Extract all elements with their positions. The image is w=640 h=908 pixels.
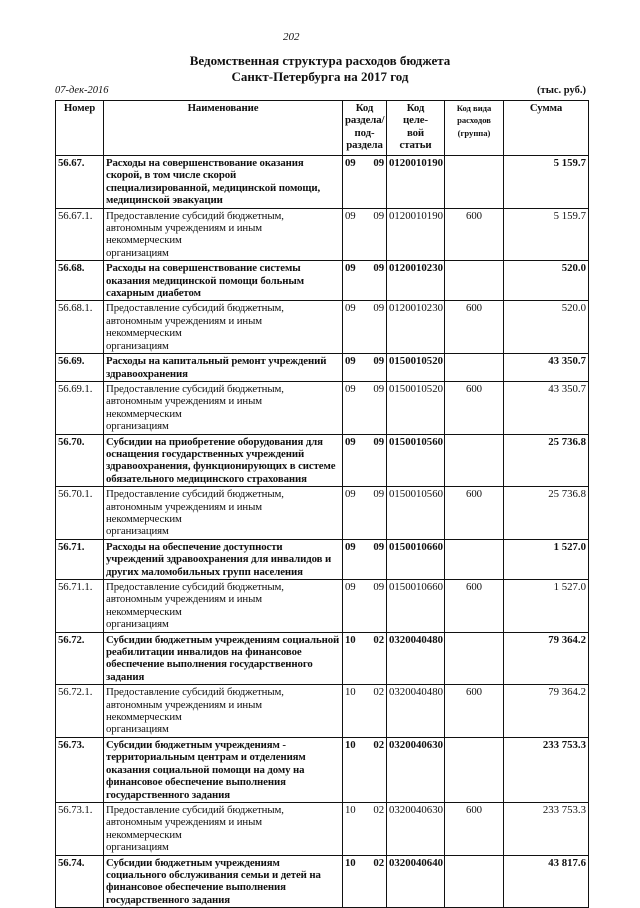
document-title (0, 53, 640, 85)
header-section-code: Код раздела/ под- раздела (343, 101, 387, 156)
row-expense-kind (445, 156, 504, 209)
page-number: 202 (283, 31, 300, 43)
row-section-code (343, 434, 387, 487)
row-target-code: 0150010520 (387, 381, 445, 434)
section-code-pair (345, 210, 384, 222)
budget-table (55, 100, 589, 908)
row-name: Предоставление субсидий бюджетным, автономным учреждениям и иным некоммерческим организациям (104, 301, 343, 354)
expense-item-row (56, 301, 589, 354)
section-code-pair (345, 686, 384, 698)
row-amount: 233 753.3 (504, 737, 589, 802)
section-code: 09 (345, 302, 356, 315)
row-number: 56.70. (56, 434, 104, 487)
row-target-code: 0120010190 (387, 208, 445, 261)
row-amount: 233 753.3 (504, 802, 589, 855)
section-code-pair (345, 383, 384, 395)
title-line-2: Санкт-Петербурга на 2017 год (231, 69, 409, 84)
row-target-code: 0320040630 (387, 802, 445, 855)
section-code: 10 (345, 738, 356, 751)
row-section-code (343, 208, 387, 261)
row-amount: 79 364.2 (504, 632, 589, 685)
subsection-code: 09 (373, 262, 384, 275)
row-expense-kind (445, 855, 504, 908)
row-amount: 520.0 (504, 301, 589, 354)
expense-group-row (56, 737, 589, 802)
row-expense-kind (445, 737, 504, 802)
row-target-code: 0120010230 (387, 261, 445, 301)
section-code: 10 (345, 633, 356, 646)
row-target-code: 0120010230 (387, 301, 445, 354)
row-number: 56.73.1. (56, 802, 104, 855)
row-number: 56.70.1. (56, 487, 104, 540)
row-amount: 43 350.7 (504, 354, 589, 382)
row-name: Расходы на капитальный ремонт учреждений здравоохранения (104, 354, 343, 382)
row-section-code (343, 685, 387, 738)
subsection-code: 09 (373, 488, 384, 501)
row-amount: 520.0 (504, 261, 589, 301)
row-expense-kind (445, 632, 504, 685)
expense-item-row (56, 381, 589, 434)
row-name: Предоставление субсидий бюджетным, автономным учреждениям и иным некоммерческим организациям (104, 208, 343, 261)
row-number: 56.72. (56, 632, 104, 685)
row-target-code: 0320040480 (387, 685, 445, 738)
row-number: 56.69.1. (56, 381, 104, 434)
section-code-pair (345, 157, 384, 169)
row-expense-kind: 600 (445, 802, 504, 855)
expense-group-row (56, 354, 589, 382)
row-target-code: 0150010520 (387, 354, 445, 382)
row-section-code (343, 261, 387, 301)
row-amount: 1 527.0 (504, 539, 589, 579)
section-code-pair (345, 488, 384, 500)
row-number: 56.68.1. (56, 301, 104, 354)
row-expense-kind (445, 354, 504, 382)
row-number: 56.69. (56, 354, 104, 382)
section-code: 10 (345, 803, 356, 816)
subsection-code: 02 (373, 633, 384, 646)
row-amount: 25 736.8 (504, 487, 589, 540)
expense-item-row (56, 580, 589, 633)
subsection-code: 02 (373, 803, 384, 816)
row-name: Предоставление субсидий бюджетным, автономным учреждениям и иным некоммерческим организациям (104, 685, 343, 738)
row-number: 56.67.1. (56, 208, 104, 261)
row-expense-kind: 600 (445, 487, 504, 540)
section-code: 09 (345, 540, 356, 553)
subsection-code: 09 (373, 540, 384, 553)
subsection-code: 02 (373, 856, 384, 869)
subsection-code: 02 (373, 686, 384, 699)
row-number: 56.68. (56, 261, 104, 301)
section-code: 09 (345, 581, 356, 593)
title-line-1: Ведомственная структура расходов бюджета (189, 53, 451, 68)
expense-group-row (56, 539, 589, 579)
row-name: Субсидии бюджетным учреждениям - территориальным центрам и отделениям оказания социальной помощи на дому на финансовое обеспечение выполнения государственного задания (104, 737, 343, 802)
row-amount: 79 364.2 (504, 685, 589, 738)
section-code-pair (345, 634, 384, 646)
row-name: Субсидии бюджетным учреждениям социального обслуживания семьи и детей на финансовое обеспечение выполнения государственного задания (104, 855, 343, 908)
row-expense-kind: 600 (445, 208, 504, 261)
section-code: 10 (345, 856, 356, 869)
section-code: 10 (345, 686, 356, 699)
row-amount: 43 817.6 (504, 855, 589, 908)
row-target-code: 0150010560 (387, 487, 445, 540)
row-amount: 5 159.7 (504, 156, 589, 209)
subsection-code: 09 (373, 157, 384, 169)
subsection-code: 09 (373, 382, 384, 395)
expense-group-row (56, 434, 589, 487)
row-number: 56.73. (56, 737, 104, 802)
row-section-code (343, 539, 387, 579)
row-target-code: 0320040640 (387, 855, 445, 908)
section-code: 09 (345, 209, 356, 222)
row-target-code: 0150010560 (387, 434, 445, 487)
row-section-code (343, 381, 387, 434)
row-section-code (343, 737, 387, 802)
row-number: 56.72.1. (56, 685, 104, 738)
document-date: 07-дек-2016 (55, 85, 109, 96)
header-target-code: Код целе- вой статьи (387, 101, 445, 156)
subsection-code: 09 (373, 302, 384, 315)
row-section-code (343, 354, 387, 382)
row-section-code (343, 301, 387, 354)
row-expense-kind (445, 434, 504, 487)
row-expense-kind (445, 261, 504, 301)
row-name: Предоставление субсидий бюджетным, автономным учреждениям и иным некоммерческим организациям (104, 487, 343, 540)
row-target-code: 0320040630 (387, 737, 445, 802)
row-amount: 5 159.7 (504, 208, 589, 261)
row-section-code (343, 802, 387, 855)
expense-group-row (56, 156, 589, 209)
section-code-pair (345, 581, 384, 593)
expense-group-row (56, 632, 589, 685)
row-number: 56.71.1. (56, 580, 104, 633)
expense-item-row (56, 487, 589, 540)
expense-group-row (56, 855, 589, 908)
row-name: Предоставление субсидий бюджетным, автономным учреждениям и иным некоммерческим организациям (104, 802, 343, 855)
section-code: 09 (345, 488, 356, 501)
row-section-code (343, 855, 387, 908)
header-number: Номер (56, 101, 104, 156)
section-code-pair (345, 739, 384, 751)
row-target-code: 0120010190 (387, 156, 445, 209)
subsection-code: 09 (373, 435, 384, 448)
budget-table-body (56, 156, 589, 908)
expense-group-row (56, 261, 589, 301)
section-code: 09 (345, 157, 356, 169)
row-expense-kind (445, 539, 504, 579)
row-name: Предоставление субсидий бюджетным, автономным учреждениям и иным некоммерческим организациям (104, 381, 343, 434)
row-target-code: 0150010660 (387, 539, 445, 579)
row-name: Предоставление субсидий бюджетным, автономным учреждениям и иным некоммерческим организациям (104, 580, 343, 633)
expense-item-row (56, 208, 589, 261)
section-code: 09 (345, 355, 356, 368)
row-amount: 43 350.7 (504, 381, 589, 434)
header-row (56, 101, 589, 156)
row-number: 56.71. (56, 539, 104, 579)
row-amount: 1 527.0 (504, 580, 589, 633)
row-amount: 25 736.8 (504, 434, 589, 487)
row-expense-kind: 600 (445, 580, 504, 633)
row-section-code (343, 580, 387, 633)
row-expense-kind: 600 (445, 685, 504, 738)
row-name: Субсидии бюджетным учреждениям социальной реабилитации инвалидов на финансовое обеспечение выполнения государственного задания (104, 632, 343, 685)
row-name: Субсидии на приобретение оборудования для оснащения государственных учреждений здравоохранения, функционирующих в системе обязательного медицинского страхования (104, 434, 343, 487)
subsection-code: 02 (373, 738, 384, 751)
units-label: (тыс. руб.) (537, 85, 586, 96)
section-code-pair (345, 262, 384, 274)
section-code: 09 (345, 435, 356, 448)
row-section-code (343, 487, 387, 540)
expense-item-row (56, 802, 589, 855)
row-expense-kind: 600 (445, 301, 504, 354)
header-sum: Сумма (504, 101, 589, 156)
row-number: 56.74. (56, 855, 104, 908)
row-expense-kind: 600 (445, 381, 504, 434)
header-name: Наименование (104, 101, 343, 156)
section-code: 09 (345, 382, 356, 395)
section-code-pair (345, 857, 384, 869)
subsection-code: 09 (373, 355, 384, 368)
section-code-pair (345, 436, 384, 448)
expense-item-row (56, 685, 589, 738)
section-code-pair (345, 302, 384, 314)
row-name: Расходы на совершенствование оказания скорой, в том числе скорой специализированной, медицинской помощи, медицинской эвакуации (104, 156, 343, 209)
row-name: Расходы на совершенствование системы оказания медицинской помощи больным сахарным диабетом (104, 261, 343, 301)
subsection-code: 09 (373, 209, 384, 222)
row-number: 56.67. (56, 156, 104, 209)
row-target-code: 0320040480 (387, 632, 445, 685)
row-name: Расходы на обеспечение доступности учреждений здравоохранения для инвалидов и других маломобильных групп населения (104, 539, 343, 579)
budget-table-header (56, 101, 589, 156)
subsection-code: 09 (373, 581, 384, 593)
section-code: 09 (345, 262, 356, 275)
row-section-code (343, 632, 387, 685)
section-code-pair (345, 541, 384, 553)
section-code-pair (345, 355, 384, 367)
section-code-pair (345, 804, 384, 816)
row-target-code: 0150010660 (387, 580, 445, 633)
row-section-code (343, 156, 387, 209)
header-expense-kind: Код вида расходов (группа) (445, 101, 504, 156)
